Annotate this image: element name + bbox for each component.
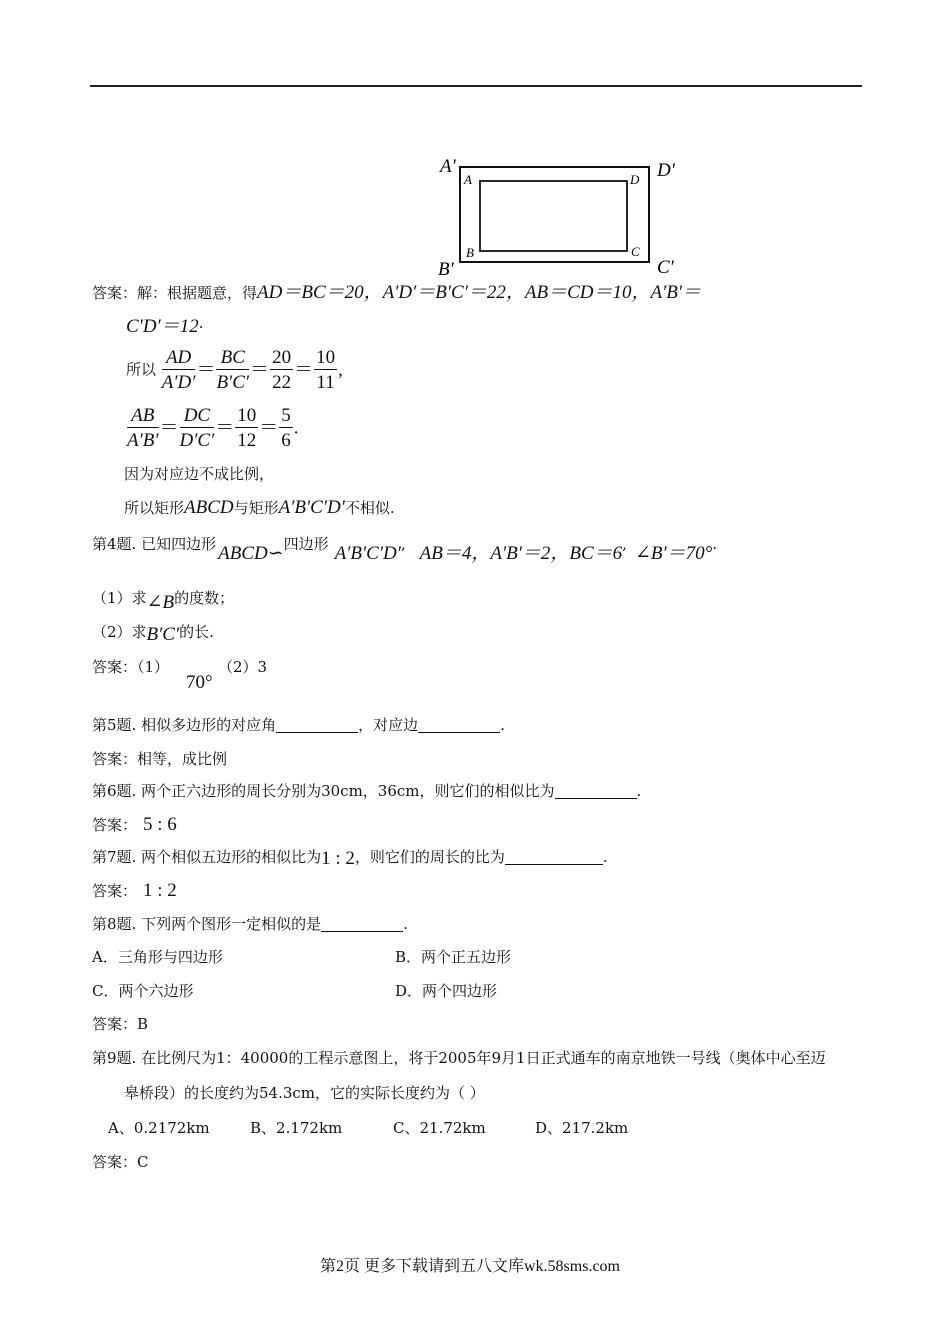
- q7-answer: 答案： 1 : 2: [92, 880, 177, 901]
- q4-answer-1: 70°: [186, 672, 213, 693]
- q3-given: AD＝BC＝20，A′D′＝B′C′＝22，AB＝CD＝10，A′B′＝: [257, 282, 701, 303]
- label-A-prime: A′: [440, 156, 456, 177]
- q3-answer-line1: 答案：解：根据题意，得AD＝BC＝20，A′D′＝B′C′＝22，AB＝CD＝10，A′B′＝: [92, 282, 701, 303]
- label-D-prime: D′: [657, 160, 675, 181]
- q3-ratio-line2: $\frac{AB}{A'B'}$ ＝ $\frac{DC}{D'C'}$ ＝ $\frac{10}{12}$ ＝ $\frac{5}{6}$ .: [127, 405, 299, 451]
- fraction-ad: $\frac{AD}{A'D'}$: [161, 347, 196, 393]
- q3-ratio-line1: 所以 $\frac{AD}{A'D'}$ ＝ $\frac{BC}{B'C'}$ ＝ $\frac{20}{22}$ ＝ $\frac{10}{11}$ ,: [126, 347, 343, 393]
- fraction-ab: $\frac{AB}{A'B'}$: [127, 405, 159, 451]
- q4-answer-2: （2）3: [218, 658, 268, 676]
- q4-part1: （1）求∠B的度数；: [92, 589, 235, 613]
- fraction-10-12: $\frac{10}{12}$: [237, 405, 257, 451]
- q8-option-b: B．两个正五边形: [395, 948, 512, 966]
- q8-option-a: A．三角形与四边形: [92, 948, 223, 966]
- q8-option-d: D．两个四边形: [395, 982, 498, 1000]
- q5-answer: 答案：相等，成比例: [92, 750, 228, 768]
- q9-line1: 第9题. 在比例尺为1：40000的工程示意图上，将于2005年9月1日正式通车的南京地铁一号线（奥体中心至迈: [92, 1049, 826, 1067]
- q5-blank-2: [418, 718, 500, 733]
- fraction-20-22: $\frac{20}{22}$: [272, 347, 292, 393]
- q3-conclusion: 所以矩形ABCD与矩形A′B′C′D′不相似.: [124, 497, 395, 518]
- label-D: D: [630, 172, 640, 187]
- q3-answer-line2: C′D′＝12·: [126, 316, 204, 337]
- q7-title: 第7题. 两个相似五边形的相似比为1 : 2，则它们的周长的比为 .: [92, 848, 608, 869]
- inner-rectangle: [480, 181, 627, 251]
- q9-option-c: C、21.72km: [393, 1119, 486, 1137]
- q5-blank-1: [276, 718, 358, 733]
- q8-title: 第8题. 下列两个图形一定相似的是 .: [92, 915, 408, 933]
- q8-option-c: C．两个六边形: [92, 982, 194, 1000]
- q6-blank: [555, 784, 637, 799]
- q9-answer: 答案：C: [92, 1153, 149, 1171]
- fraction-dc: $\frac{DC}{D'C'}$: [179, 405, 215, 451]
- q9-option-a: A、0.2172km: [108, 1119, 210, 1137]
- q5-title: 第5题. 相似多边形的对应角 ，对应边 .: [92, 716, 505, 734]
- q3-given-cont: C′D′＝12: [126, 316, 199, 337]
- label-B: B: [466, 245, 474, 260]
- q9-option-b: B、2.172km: [250, 1119, 343, 1137]
- q3-reason: 因为对应边不成比例，: [124, 465, 275, 483]
- label-B-prime: B′: [438, 259, 454, 280]
- q4-answer-label: 答案：（1）: [92, 658, 170, 676]
- header-rule: [90, 85, 862, 87]
- q4-title: 第4题. 已知四边形 ABCD∽四边形 A′B′C′D′, AB＝4，A′B′＝2，BC＝6, ∠B′＝70°.: [92, 535, 718, 564]
- q9-option-d: D、217.2km: [535, 1119, 629, 1137]
- label-A: A: [464, 172, 472, 187]
- rectangle-figure: [430, 145, 690, 280]
- q7-blank: [505, 850, 603, 865]
- q8-answer: 答案：B: [92, 1015, 149, 1033]
- fraction-bc: $\frac{BC}{B'C'}$: [216, 347, 250, 393]
- q4-part2: （2）求B′C′的长.: [92, 623, 214, 645]
- fraction-10-11: $\frac{10}{11}$: [316, 347, 336, 393]
- label-C-prime: C′: [657, 257, 674, 278]
- q6-title: 第6题. 两个正六边形的周长分别为30cm，36cm，则它们的相似比为 .: [92, 782, 642, 800]
- q6-answer: 答案： 5 : 6: [92, 814, 177, 835]
- label-C: C: [631, 244, 640, 259]
- fraction-5-6: $\frac{5}{6}$: [281, 405, 291, 451]
- q8-blank: [321, 917, 403, 932]
- page-footer: 第2页 更多下载请到五八文库wk.58sms.com: [320, 1258, 621, 1275]
- q9-line2: 皋桥段）的长度约为54.3cm，它的实际长度约为（ ）: [124, 1084, 485, 1102]
